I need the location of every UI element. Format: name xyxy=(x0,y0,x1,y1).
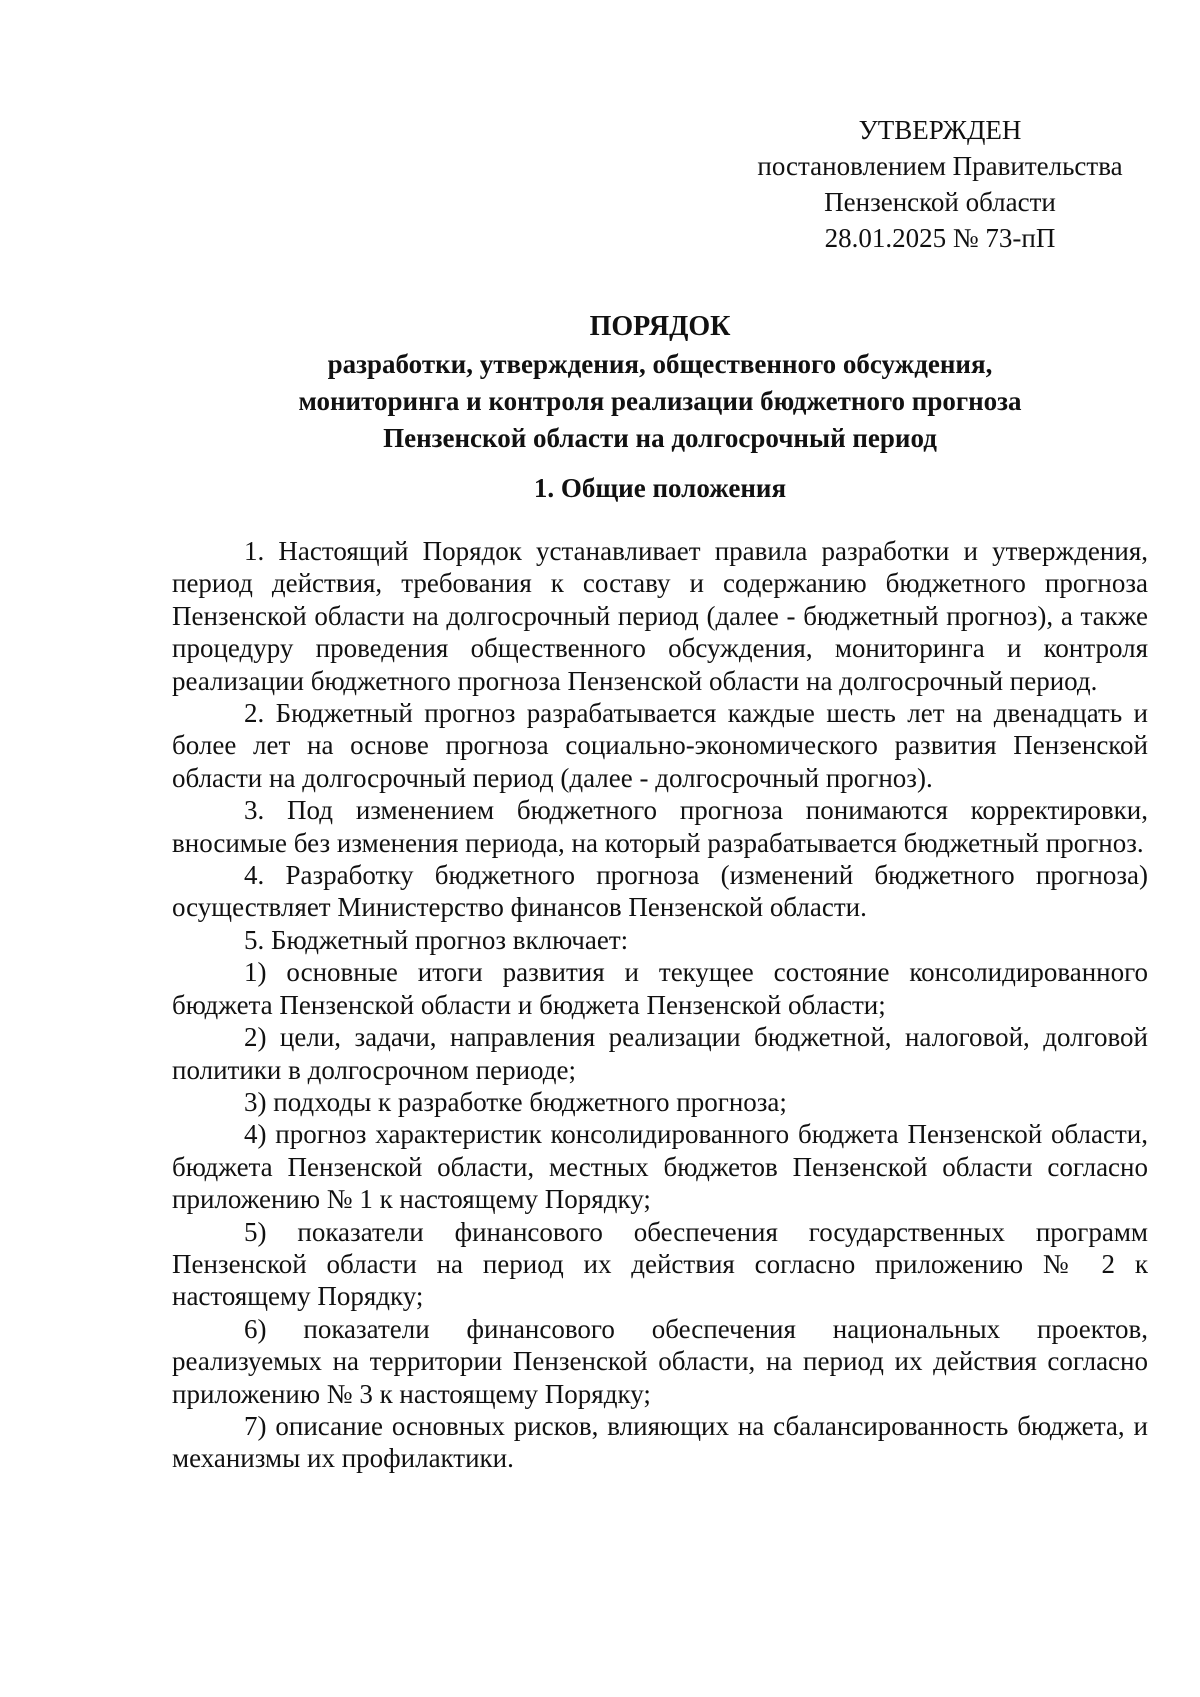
list-item-1: 1) основные итоги развития и текущее состояние консолидированного бюджета Пензенской области и бюджета Пензенской области; xyxy=(172,957,1148,1020)
title-main: ПОРЯДОК xyxy=(589,311,731,342)
list-item-5: 5) показатели финансового обеспечения государственных программ Пензенской области на период их действия согласно приложению № 2 к настоящему Порядку; xyxy=(172,1216,1148,1312)
paragraph-2: 2. Бюджетный прогноз разрабатывается каждые шесть лет на двенадцать и более лет на основе прогноза социально-экономического развития Пензенской области на долгосрочный период (далее - долгосрочный прогноз). xyxy=(172,698,1148,793)
list-item-3: 3) подходы к разработке бюджетного прогноза; xyxy=(244,1086,787,1117)
section-heading-general: 1. Общие положения xyxy=(533,473,787,503)
title-line-3: Пензенской области на долгосрочный период xyxy=(383,423,937,453)
title-line-2: мониторинга и контроля реализации бюджетного прогноза xyxy=(298,386,1022,416)
list-item-7: 7) описание основных рисков, влияющих на сбалансированность бюджета, и механизмы их профилактики. xyxy=(172,1410,1148,1474)
approval-line-date-number: 28.01.2025 № 73-пП xyxy=(824,223,1056,253)
approval-line-resolution: постановлением Правительства xyxy=(757,151,1123,181)
paragraph-1: 1. Настоящий Порядок устанавливает правила разработки и утверждения, период действия, требования к составу и содержанию бюджетного прогноза Пензенской области на долгосрочный период (далее - бюджетный прогноз), а также процедуру проведения общественного обсуждения, мониторинга и контроля реализации бюджетного прогноза Пензенской области на долгосрочный период. xyxy=(172,536,1148,696)
paragraph-4: 4. Разработку бюджетного прогноза (изменений бюджетного прогноза) осуществляет Министерство финансов Пензенской области. xyxy=(172,860,1148,923)
list-item-2: 2) цели, задачи, направления реализации бюджетной, налоговой, долговой политики в долгосрочном периоде; xyxy=(172,1022,1148,1085)
paragraph-5: 5. Бюджетный прогноз включает: xyxy=(244,924,629,955)
approval-line-approved: УТВЕРЖДЕН xyxy=(858,115,1022,145)
paragraph-3: 3. Под изменением бюджетного прогноза понимаются корректировки, вносимые без изменения периода, на который разрабатывается бюджетный прогноз. xyxy=(172,795,1148,858)
section-body xyxy=(172,535,1148,1475)
approval-line-region: Пензенской области xyxy=(824,187,1056,217)
list-item-6: 6) показатели финансового обеспечения национальных проектов, реализуемых на территории Пензенской области, на период их действия согласно приложению № 3 к настоящему Порядку; xyxy=(172,1313,1148,1409)
approval-stamp xyxy=(740,112,1140,256)
list-item-4: 4) прогноз характеристик консолидированного бюджета Пензенской области, бюджета Пензенской области, местных бюджетов Пензенской области согласно приложению № 1 к настоящему Порядку; xyxy=(172,1119,1148,1215)
document-title xyxy=(170,308,1150,457)
title-line-1: разработки, утверждения, общественного обсуждения, xyxy=(327,349,993,379)
